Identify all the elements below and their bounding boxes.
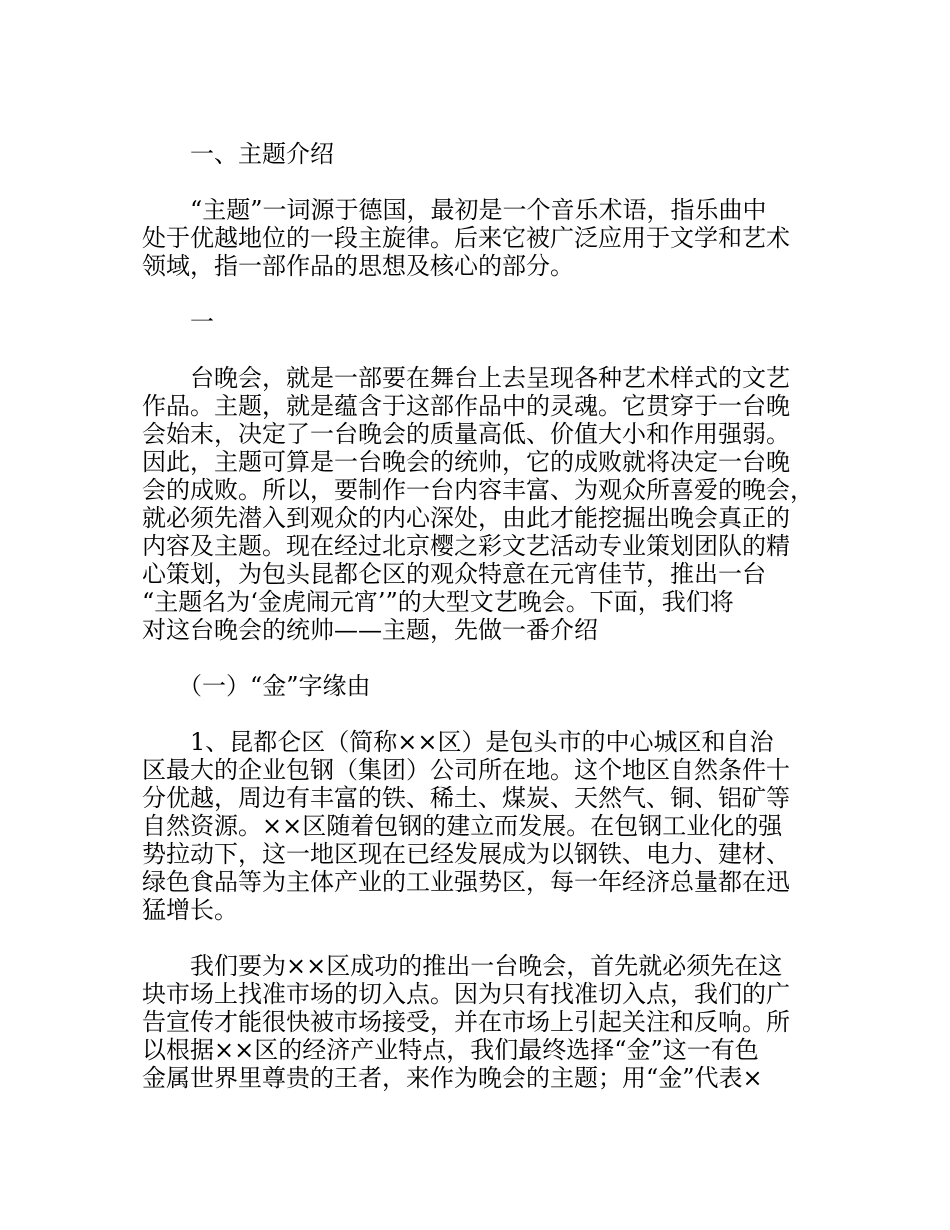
- paragraph-line: 台晚会，就是一部要在舞台上去呈现各种艺术样式的文艺: [190, 364, 790, 392]
- paragraph-line: 我们要为××区成功的推出一台晚会，首先就必须先在这: [190, 952, 783, 980]
- paragraph-line: 对这台晚会的统帅——主题，先做一番介绍: [142, 616, 598, 644]
- paragraph-line: 以根据××区的经济产业特点，我们最终选择“金”这一有色: [142, 1036, 759, 1064]
- paragraph-line: 区最大的企业包钢（集团）公司所在地。这个地区自然条件十: [142, 756, 790, 784]
- paragraph-theme-origin: [142, 196, 820, 280]
- paragraph-market: [142, 952, 820, 1092]
- paragraph-line: 绿色食品等为主体产业的工业强势区，每一年经济总量都在迅: [142, 868, 790, 896]
- paragraph-line: 块市场上找准市场的切入点。因为只有找准切入点，我们的广: [142, 980, 790, 1008]
- paragraph-line: 处于优越地位的一段主旋律。后来它被广泛应用于文学和艺术: [142, 224, 790, 252]
- paragraph-line: 因此，主题可算是一台晚会的统帅，它的成败就将决定一台晚: [142, 448, 790, 476]
- paragraph-line: 心策划，为包头昆都仑区的观众特意在元宵佳节，推出一台: [142, 560, 766, 588]
- paragraph-line: 1、昆都仑区（简称××区）是包头市的中心城区和自治: [190, 728, 774, 756]
- paragraph-line: “主题名为‘金虎闹元宵’”的大型文艺晚会。下面，我们将: [142, 588, 734, 616]
- section-heading: 一、主题介绍: [190, 140, 334, 168]
- paragraph-line: 作品。主题，就是蕴含于这部作品中的灵魂。它贯穿于一台晚: [142, 392, 790, 420]
- paragraph-line: 告宣传才能很快被市场接受，并在市场上引起关注和反响。所: [142, 1008, 790, 1036]
- paragraph-line: 金属世界里尊贵的王者，来作为晚会的主题；用“金”代表×: [142, 1064, 763, 1092]
- fragment-one: 一: [190, 308, 214, 336]
- paragraph-line: “主题”一词源于德国，最初是一个音乐术语，指乐曲中: [190, 196, 767, 224]
- document-body: [142, 140, 820, 1092]
- subheading-gold-origin: （一）“金”字缘由: [178, 672, 371, 700]
- paragraph-line: 猛增长。: [142, 896, 238, 924]
- paragraph-line: 自然资源。××区随着包钢的建立而发展。在包钢工业化的强: [142, 812, 783, 840]
- paragraph-line: 领域，指一部作品的思想及核心的部分。: [142, 252, 574, 280]
- paragraph-line: 势拉动下，这一地区现在已经发展成为以钢铁、电力、建材、: [142, 840, 790, 868]
- paragraph-line: 就必须先潜入到观众的内心深处，由此才能挖掘出晚会真正的: [142, 504, 790, 532]
- paragraph-district: [142, 728, 820, 924]
- paragraph-line: 内容及主题。现在经过北京樱之彩文艺活动专业策划团队的精: [142, 532, 790, 560]
- paragraph-line: 会的成败。所以，要制作一台内容丰富、为观众所喜爱的晚会，: [142, 476, 814, 504]
- paragraph-gala-theme: [142, 364, 820, 644]
- paragraph-line: 分优越，周边有丰富的铁、稀土、煤炭、天然气、铜、铝矿等: [142, 784, 790, 812]
- paragraph-line: 会始末，决定了一台晚会的质量高低、价值大小和作用强弱。: [142, 420, 790, 448]
